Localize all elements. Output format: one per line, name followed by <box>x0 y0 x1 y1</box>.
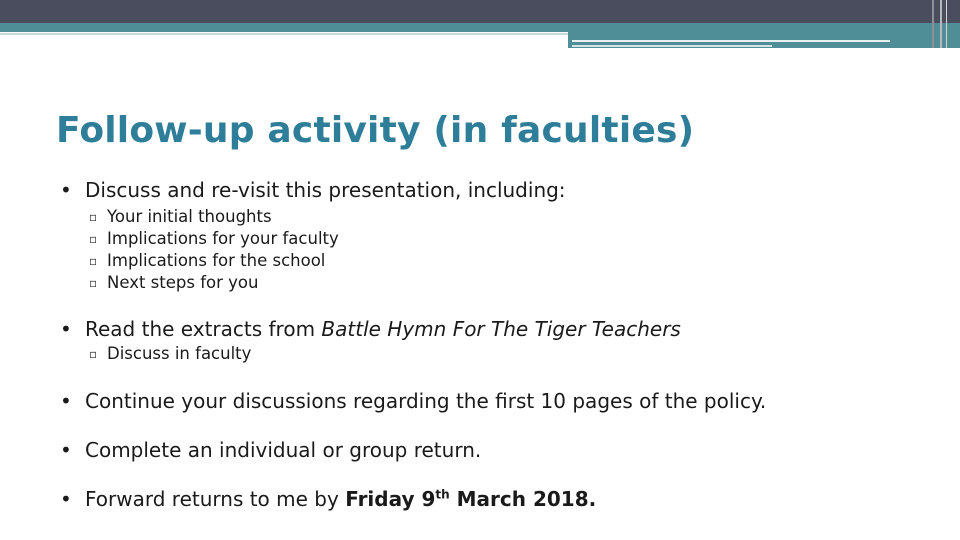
deadline-month-year: March 2018 <box>449 487 589 511</box>
sub-list <box>89 343 940 365</box>
slide-title: Follow-up activity (in faculties) <box>56 110 695 151</box>
bullet-text: Forward returns to me by <box>85 487 346 511</box>
bullet-item <box>60 176 940 294</box>
bullet-text: Discuss and re-visit this presentation, including: <box>85 178 566 202</box>
top-band-highlight-2 <box>572 40 890 42</box>
slide-body <box>60 176 940 513</box>
deadline-day: Friday 9 <box>345 487 436 511</box>
bullet-icon: • <box>60 389 72 413</box>
sub-item: ▫ Your initial thoughts <box>89 207 272 226</box>
bullet-text: Continue your discussions regarding the first 10 pages of the policy. <box>85 389 767 413</box>
bullet-icon: • <box>60 438 72 462</box>
sub-item: ▫ Implications for your faculty <box>89 229 339 248</box>
top-band-rule <box>946 0 947 48</box>
sub-item: ▫ Next steps for you <box>89 273 259 292</box>
deadline-ordinal: th <box>435 487 450 502</box>
bullet-icon: • <box>60 317 72 341</box>
top-band-rule <box>932 0 934 48</box>
bullet-icon: • <box>60 178 72 202</box>
bullet-icon: • <box>60 487 72 511</box>
bullet-item <box>60 485 940 513</box>
sub-item: ▫ Discuss in faculty <box>89 344 252 363</box>
bullet-item <box>60 315 940 365</box>
sub-item: ▫ Implications for the school <box>89 251 326 270</box>
top-band-dark <box>0 0 960 23</box>
sub-bullet-icon: ▫ <box>89 210 98 224</box>
top-band-highlight <box>0 33 568 35</box>
top-band-highlight-3 <box>572 45 772 47</box>
top-band-teal <box>0 23 960 32</box>
top-band-rule <box>940 0 942 48</box>
bullet-item <box>60 436 940 464</box>
bullet-text: Read the extracts from <box>85 317 322 341</box>
sub-bullet-icon: ▫ <box>89 347 98 361</box>
sub-list <box>89 206 940 294</box>
bullet-text: Complete an individual or group return. <box>85 438 482 462</box>
sub-bullet-icon: ▫ <box>89 276 98 290</box>
bullet-item <box>60 387 940 415</box>
sub-bullet-icon: ▫ <box>89 254 98 268</box>
book-title: Battle Hymn For The Tiger Teachers <box>321 317 681 341</box>
deadline-period: . <box>588 487 597 511</box>
sub-bullet-icon: ▫ <box>89 232 98 246</box>
